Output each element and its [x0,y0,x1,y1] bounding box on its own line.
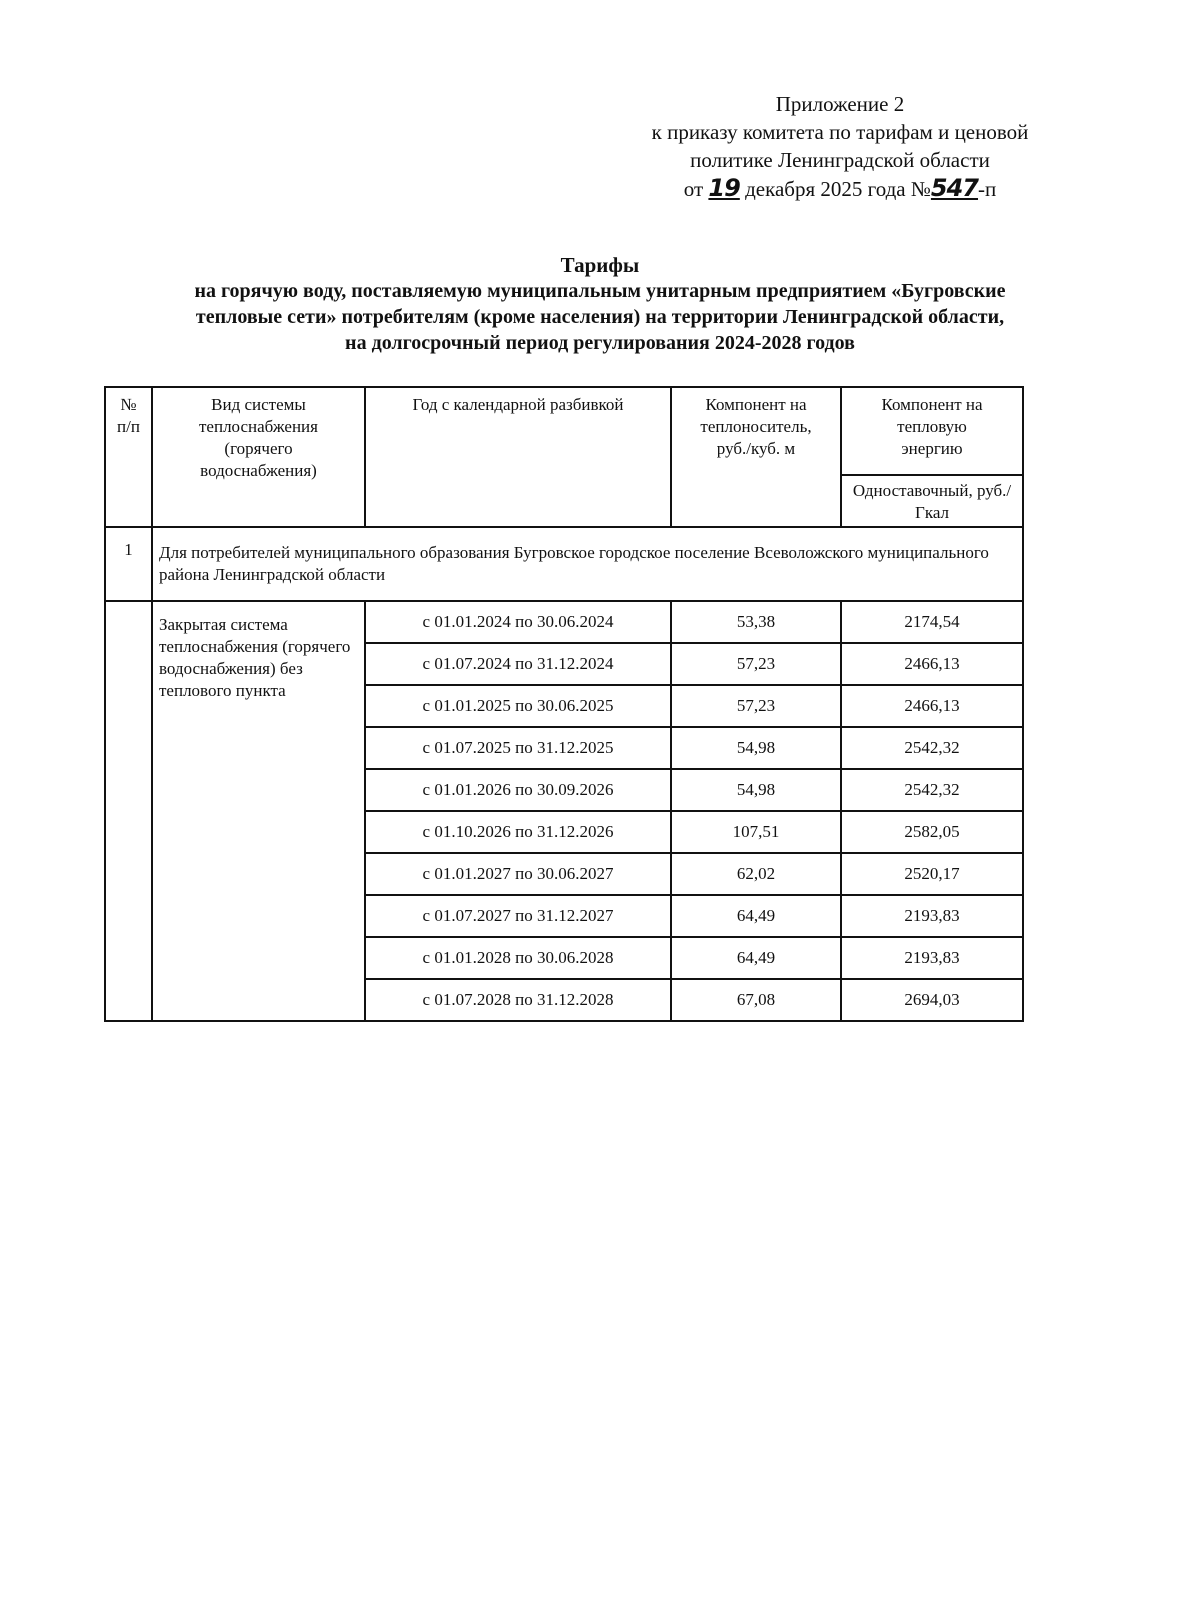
carrier-value-cell: 57,23 [671,685,841,727]
appendix-line-2: к приказу комитета по тарифам и ценовой [651,120,1029,144]
period-cell: с 01.10.2026 по 31.12.2026 [365,811,671,853]
date-prefix: от [683,177,704,201]
energy-value-cell: 2193,83 [841,937,1023,979]
energy-value-cell: 2542,32 [841,769,1023,811]
date-middle: декабря 2025 года № [745,177,931,201]
energy-value-cell: 2466,13 [841,643,1023,685]
handwritten-day: 19 [708,174,740,202]
carrier-value-cell: 62,02 [671,853,841,895]
title-line-3: на долгосрочный период регулирования 2024-2028 годов [345,332,855,354]
handwritten-order-number: 547 [930,174,979,202]
period-cell: с 01.01.2028 по 30.06.2028 [365,937,671,979]
header-carrier: Компонент на теплоноситель, руб./куб. м [671,387,841,527]
energy-value-cell: 2174,54 [841,601,1023,643]
title-main: Тарифы [560,253,640,277]
appendix-header [560,90,1120,203]
period-cell: с 01.07.2024 по 31.12.2024 [365,643,671,685]
empty-number-cell [105,601,152,1021]
energy-value-cell: 2542,32 [841,727,1023,769]
group-description: Для потребителей муниципального образования Бугровское городское поселение Всеволожского муниципального района Ленинградской области [152,527,1023,601]
group-number: 1 [105,527,152,601]
period-cell: с 01.07.2028 по 31.12.2028 [365,979,671,1021]
appendix-line-3: политике Ленинградской области [690,148,990,172]
order-suffix: -п [978,177,997,201]
header-energy-sub: Одноставочный, руб./Гкал [841,475,1023,527]
carrier-value-cell: 107,51 [671,811,841,853]
carrier-value-cell: 64,49 [671,937,841,979]
system-type-cell: Закрытая система теплоснабжения (горячего водоснабжения) без теплового пункта [152,601,365,1021]
carrier-value-cell: 67,08 [671,979,841,1021]
period-cell: с 01.01.2027 по 30.06.2027 [365,853,671,895]
period-cell: с 01.01.2026 по 30.09.2026 [365,769,671,811]
energy-value-cell: 2520,17 [841,853,1023,895]
carrier-value-cell: 54,98 [671,769,841,811]
energy-value-cell: 2466,13 [841,685,1023,727]
header-num: № п/п [105,387,152,527]
energy-value-cell: 2694,03 [841,979,1023,1021]
energy-value-cell: 2193,83 [841,895,1023,937]
title-line-2: тепловые сети» потребителям (кроме населения) на территории Ленинградской области, [195,306,1005,328]
carrier-value-cell: 53,38 [671,601,841,643]
document-title [100,252,1100,356]
header-system: Вид системы теплоснабжения (горячего водоснабжения) [152,387,365,527]
carrier-value-cell: 57,23 [671,643,841,685]
period-cell: с 01.01.2025 по 30.06.2025 [365,685,671,727]
title-line-1: на горячую воду, поставляемую муниципальным унитарным предприятием «Бугровские [194,280,1006,302]
period-cell: с 01.01.2024 по 30.06.2024 [365,601,671,643]
group-row [105,527,1023,601]
header-energy: Компонент на тепловую энергию [841,387,1023,475]
energy-value-cell: 2582,05 [841,811,1023,853]
period-cell: с 01.07.2027 по 31.12.2027 [365,895,671,937]
header-period: Год с календарной разбивкой [365,387,671,527]
period-cell: с 01.07.2025 по 31.12.2025 [365,727,671,769]
appendix-line-1: Приложение 2 [775,92,905,116]
carrier-value-cell: 54,98 [671,727,841,769]
tariff-table [104,386,1024,1022]
appendix-date-line [560,174,1120,203]
table-row [105,601,1023,643]
carrier-value-cell: 64,49 [671,895,841,937]
